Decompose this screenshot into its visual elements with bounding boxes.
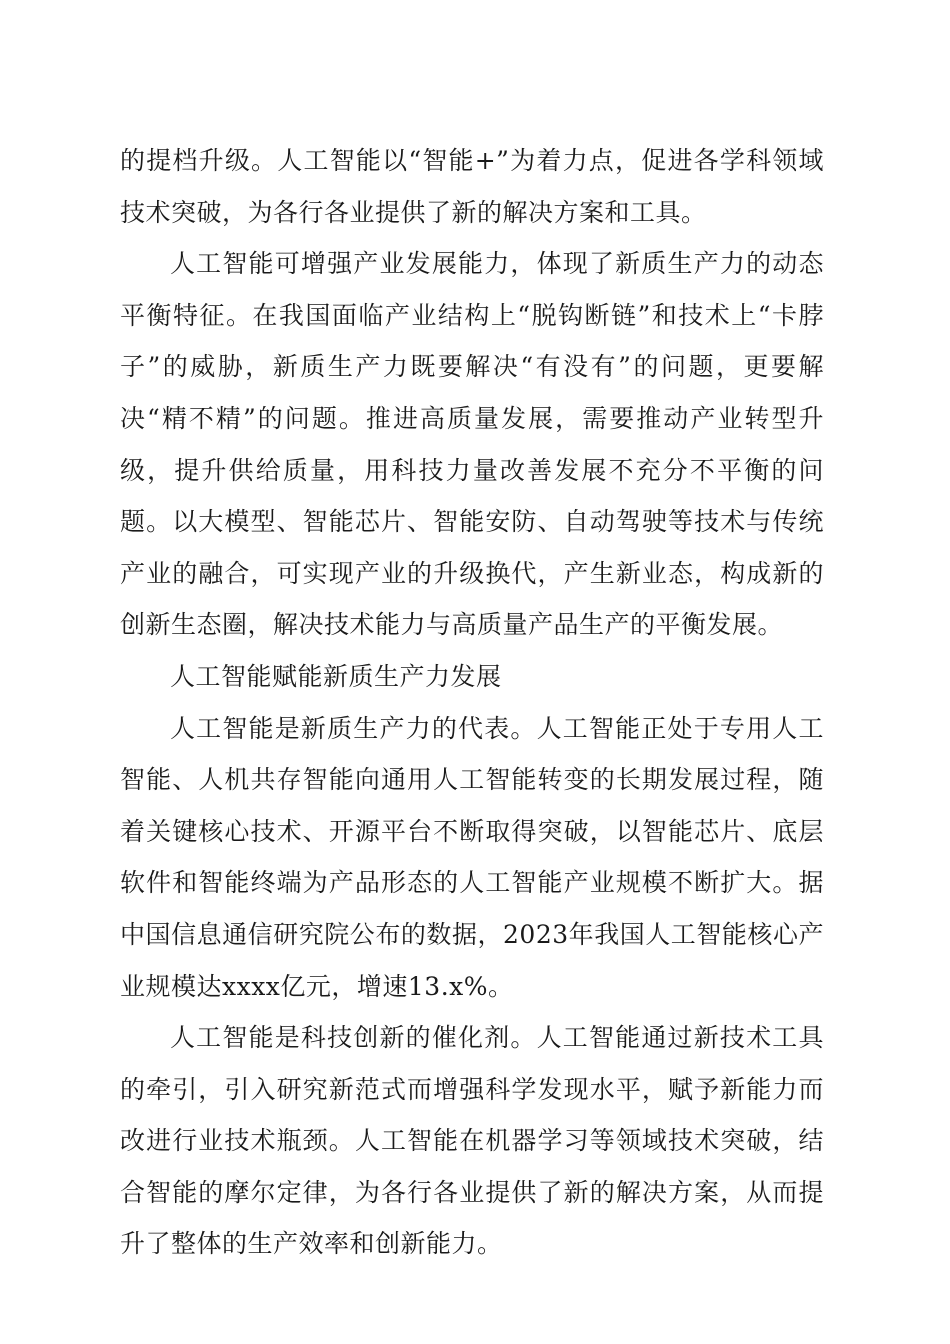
paragraph-continuation: 的提档升级。人工智能以“智能+”为着力点，促进各学科领域技术突破，为各行各业提供了新的解决方案和工具。 — [120, 146, 824, 227]
paragraph-ai-representative: 人工智能是新质生产力的代表。人工智能正处于专用人工智能、人机共存智能向通用人工智能转变的长期发展过程，随着关键核心技术、开源平台不断取得突破，以智能芯片、底层软件和智能终端为产品形态的人工智能产业规模不断扩大。据中国信息通信研究院公布的数据，2023年我国人工智能核心产业规模达xxxx亿元，增速13.x%。 — [120, 713, 824, 1001]
section-heading: 人工智能赋能新质生产力发展 — [170, 661, 502, 691]
paragraph-ai-catalyst: 人工智能是科技创新的催化剂。人工智能通过新技术工具的牵引，引入研究新范式而增强科学发现水平，赋予新能力而改进行业技术瓶颈。人工智能在机器学习等领域技术突破，结合智能的摩尔定律，为各行各业提供了新的解决方案，从而提升了整体的生产效率和创新能力。 — [120, 1023, 824, 1259]
body-text — [120, 135, 824, 1270]
paragraph-industry-capability: 人工智能可增强产业发展能力，体现了新质生产力的动态平衡特征。在我国面临产业结构上“脱钩断链”和技术上“卡脖子”的威胁，新质生产力既要解决“有没有”的问题，更要解决“精不精”的问题。推进高质量发展，需要推动产业转型升级，提升供给质量，用科技力量改善发展不充分不平衡的问题。以大模型、智能芯片、智能安防、自动驾驶等技术与传统产业的融合，可实现产业的升级换代，产生新业态，构成新的创新生态圈，解决技术能力与高质量产品生产的平衡发展。 — [120, 249, 824, 640]
